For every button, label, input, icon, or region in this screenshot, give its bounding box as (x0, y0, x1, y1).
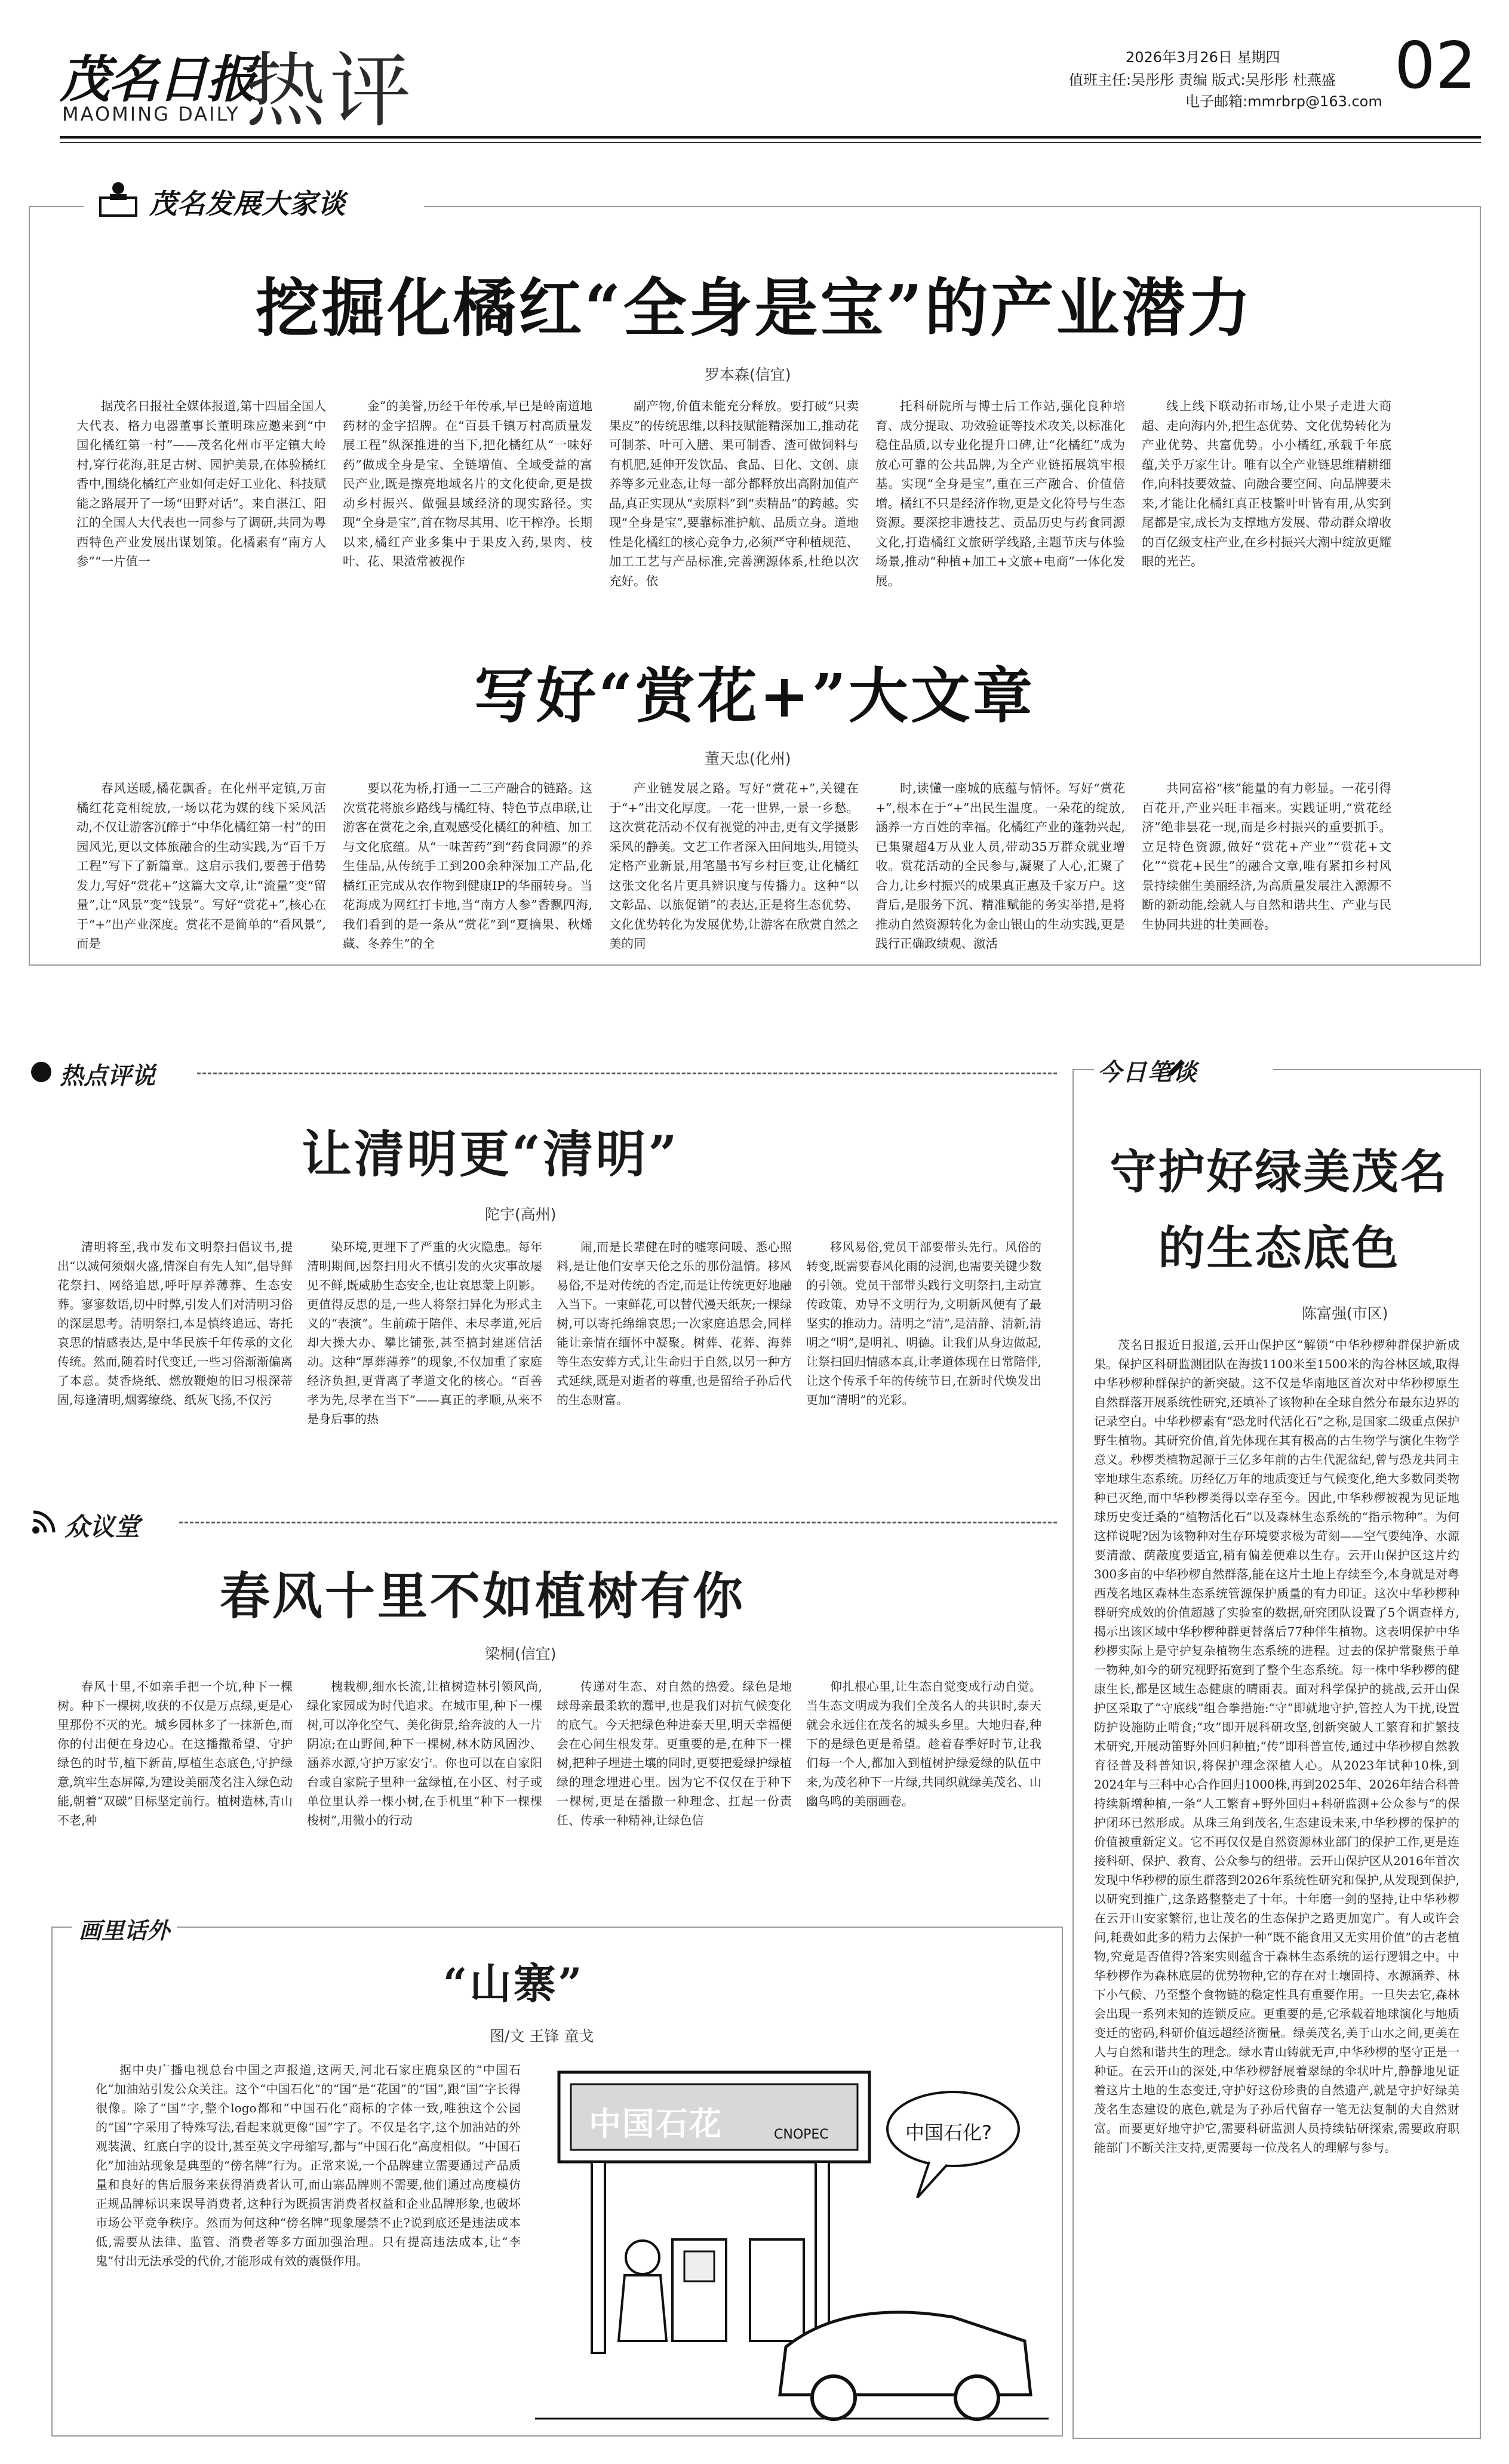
article5-col-2 (307, 1677, 542, 1883)
article1-paragraph: 副产物,价值未能充分释放。要打破“只卖果皮”的传统思维,以科技赋能精深加工,推动花可制茶、叶可入膳、果可制香、渣可做饲料与有机肥,延伸开发饮品、食品、日化、文创、康养等多元业态,让每一部分都释放出高附加值产品,真正实现从“卖原料”到“卖精品”的跨越。实现“全身是宝”,要靠标准护航、品质立身。道地性是化橘红的核心竞争力,必须严守种植规范、加工工艺与产品标准,完善溯源体系,杜绝以次充好。依 (609, 399, 859, 588)
article1-paragraph: 金”的美誉,历经千年传承,早已是岭南道地药材的金字招牌。在“百县千镇万村高质量发展工程”纵深推进的当下,把化橘红从“一味好药”做成全身是宝、全链增值、全域受益的富民产业,既是擦亮地域名片的文化使命,更是拔动乡村振兴、做强县域经济的现实路径。实现“全身是宝”,首在物尽其用、吃干榨净。长期以来,橘红产业多集中于果皮入药,果肉、枝叶、花、果渣常被视作 (343, 399, 592, 569)
article1-title: 挖掘化橘红“全身是宝”的产业潜力 (256, 271, 1253, 345)
article3-col-1 (57, 1237, 293, 1494)
article2-byline: 董天忠(化州) (705, 750, 791, 767)
article5-paragraph: 传递对生态、对自然的热爱。绿色是地球母亲最柔软的蠢甲,也是我们对抗气候变化的底气。今天把绿色种进泰天里,明天幸福便会在心间生根发芽。更重要的是,在种下一棵树,把种子埋进土壤的同时,更要把爱绿护绿植绿的理念埋进心里。因为它不仅仅在于种下一棵树,更是在播撒一种理念、扛起一份责任、传承一种精神,让绿色信 (557, 1679, 792, 1827)
article3-paragraph: 染环境,更埋下了严重的火灾隐患。每年清明期间,因祭扫用火不慎引发的火灾事故屡见不鲜,既威胁生态安全,也让哀思蒙上阴影。更值得反思的是,一些人将祭扫异化为形式主义的“表演”。生前疏于陪伴、未尽孝道,死后却大操大办、攀比铺张,甚至搞封建迷信活动。这种“厚葬薄养”的现象,不仅加重了家庭经济负担,更背离了孝道文化的核心。“百善孝为先,尽孝在当下”——真正的孝顺,从来不是身后事的热 (307, 1240, 542, 1426)
article1-col-4 (875, 397, 1125, 631)
article1-paragraph: 据茂名日报社全媒体报道,第十四届全国人大代表、格力电器董事长董明珠应邀来到“中国化橘红第一村”——茂名化州市平定镇大岭村,穿行花海,驻足古树、园护美景,在体验橘红香中,围绕化橘红产业如何走好工业化、科技赋能之路展开了一场“田野对话”。来自湛江、阳江的全国人大代表也一同参与了调研,共同为粤西特色产业发展出谋划策。化橘素有“南方人参”“一片值一 (76, 399, 326, 569)
page-number: 02 (1394, 29, 1477, 103)
article2-paragraph: 春风送暖,橘花飘香。在化州平定镇,万亩橘红花竞相绽放,一场以花为媒的线下采风活动,不仅让游客沉醉于“中华化橘红第一村”的田园风光,更以文体旅融合的生动实践,为“百千万工程”写下了新篇章。这启示我们,要善于借势发力,写好“赏花+”这篇大文章,让“流量”变“留量”,让“风景”变“钱景”。写好“赏花+”,核心在于“+”出产业深度。赏花不是简单的“看风景”,而是 (76, 781, 326, 951)
article3-title: 让清明更“清明” (302, 1125, 680, 1184)
hot-dash-rule (197, 1073, 1057, 1074)
article3-paragraph: 清明将至,我市发布文明祭扫倡议书,提出“以减何须烟火盛,情深自有先人知”,倡导鲜花祭扫、网络追思,呼吁厚养薄葬、生态安葬。寥寥数语,切中时弊,引发人们对清明习俗的深层思考。清明祭扫,本是慎终追远、寄托哀思的情感表达,是中华民族千年传承的文化传统。然而,随着时代变迁,一些习俗渐渐偏离了本意。焚香烧纸、燃放鞭炮的旧习根深蒂固,每逢清明,烟雾缭绕、纸灰飞扬,不仅污 (57, 1240, 293, 1407)
debate-dash-rule (179, 1522, 1057, 1523)
cartoon-speech-text: 中国石化? (905, 2121, 992, 2144)
today-label-text: 今日笔谈 (1098, 1059, 1198, 1086)
hot-label-text: 热点评说 (60, 1062, 155, 1090)
article2-col-2 (343, 779, 592, 952)
contact-email: 电子邮箱:mmrbrp@163.com (1185, 93, 1382, 110)
debate-label (31, 1505, 186, 1541)
cartoon-sign-text: 中国石花 (589, 2105, 723, 2143)
article5-title: 春风十里不如植树有你 (220, 1566, 746, 1626)
article2-paragraph: 共同富裕“核”能量的有力彰显。一花引得百花开,产业兴旺丰福来。实践证明,“赏花经济”绝非昙花一现,而是乡村振兴的重要抓手。立足特色资源,做好“赏花+产业”“赏花+文化”“赏花+民生”的融合文章,唯有紧扣乡村风景持续催生美丽经济,为高质量发展注入源源不断的新动能,绘就人与自然和谐共生、产业与民生协同共进的壮美画卷。 (1142, 781, 1391, 932)
masthead (0, 0, 1509, 173)
article2-col-1 (76, 779, 326, 952)
article1-col-1 (76, 397, 326, 631)
paper-logo-en: MAOMING DAILY (62, 103, 240, 125)
article6-title: “山寨” (443, 1959, 585, 2008)
masthead-rule (60, 136, 1481, 139)
article1-col-5 (1142, 397, 1391, 631)
paper-logo: 茂名日报 (60, 50, 256, 109)
podium-icon (90, 180, 147, 220)
article2-paragraph: 产业链发展之路。写好“赏花+”,关键在于“+”出文化厚度。一花一世界,一景一乡愁。这次赏花活动不仅有视觉的冲击,更有文学摄影采风的静美。文艺工作者深入田间地头,用镜头定格产业新景,用笔墨书写乡村巨变,让化橘红这张文化名片更具辨识度与传播力。这种“以文彰品、以旅促销”的表达,正是将生态优势、文化优势转化为发展优势,让游客在欣赏自然之美的同 (609, 781, 859, 951)
article2-col-4 (875, 779, 1125, 952)
article1-paragraph: 托科研院所与博士后工作站,强化良种培育、成分提取、功效验证等技术攻关,以标准化稳住品质,以专业化提升口碑,让“化橘红”成为放心可靠的公共品牌,为全产业链拓展筑牢根基。实现“全身是宝”,重在三产融合、价值倍增。橘红不只是经济作物,更是文化符号与生态资源。要深挖非遗技艺、贡品历史与药食同源文化,打造橘红文旅研学线路,主题节庆与体验场景,推动“种植+加工+文旅+电商”一体化发展。 (875, 399, 1125, 588)
article3-col-2 (307, 1237, 542, 1494)
article1-paragraph: 线上线下联动拓市场,让小果子走进大商超、走向海内外,把生态优势、文化优势转化为产业优势、共富优势。小小橘红,承载千年底蕴,关乎万家生计。唯有以全产业链思维精耕细作,向科技要效益、向融合要空间、向品牌要未来,才能让化橘红真正枝繁叶叶皆有用,从实到尾都是宝,成长为支撑地方发展、带动群众增收的百亿级支柱产业,在乡村振兴大潮中绽放更耀眼的光芒。 (1142, 399, 1391, 569)
article5-col-1 (57, 1677, 293, 1883)
article5-col-4 (806, 1677, 1041, 1883)
broadcast-icon (31, 1508, 57, 1537)
article4-title-line1: 守护好绿美茂名 (1110, 1145, 1449, 1199)
article6-col-1 (96, 2060, 521, 2425)
article5-paragraph: 春风十里,不如亲手把一个坑,种下一棵树。种下一棵树,收获的不仅是万点绿,更是心里那份不灭的光。城乡园林多了一抹新色,而你的付出便在身边心。在这播撒希望、守护绿色的时节,植下新苗,厚植生态底色,守护绿意,筑牢生态屏障,为建设美丽茂名注入绿色动能,朝着“双碳”目标坚定前行。植树造林,青山不老,种 (57, 1679, 293, 1827)
article4-title-line2: 的生态底色 (1158, 1221, 1400, 1276)
bullet-dot-icon (31, 1062, 51, 1082)
article3-paragraph: 闹,而是长辈健在时的嘘寒问暖、悉心照料,是让他们安享天伦之乐的那份温情。移风易俗,不是对传统的否定,而是让传统更好地融入当下。一束鲜花,可以替代漫天纸灰;一棵绿树,可以寄托绵绵哀思;一次家庭追思会,同样能让亲情在缅怀中凝聚。树葬、花葬、海葬等生态安葬方式,让生命归于自然,以另一种方式延续,既是对逝者的尊重,也是留给子孙后代的生态财富。 (557, 1240, 792, 1407)
article3-byline: 陀宇(高州) (485, 1206, 557, 1223)
article4-paragraph: 茂名日报近日报道,云开山保护区“解锁”中华秒椤种群保护新成果。保护区科研监测团队在海拔1100米至1500米的沟谷林区域,取得中华秒椤种群保护的新突破。这不仅是华南地区首次对中华秒椤原生自然群落开展系统性研究,还填补了该物种在全球自然分布最东边界的记录空白。中华秒椤素有“恐龙时代活化石”之称,是国家二级重点保护野生植物。其研究价值,首先体现在其有极高的古生物学与演化生物学意义。秒椤类植物起源于三亿多年前的古生代泥盆纪,曾与恐龙共同主宰地球生态系统。历经亿万年的地质变迁与气候变化,绝大多数同类物种已灭绝,而中华秒椤类得以幸存至今。因此,中华秒椤被视为见证地球历史变迁桑的“植物活化石”以及森林生态系统的“指示物种”。为何这样说呢?因为该物种对生存环境要求极为苛刻——空气要纯净、水源要清澈、荫蔽度要适宜,稍有偏差便难以生存。云开山保护区这片约300多亩的中华秒椤自然群落,能在这片土地上存续至今,本身就是对粤西茂名地区森林生态系统管源保护质量的有力印证。这次中华秒椤种群研究成效的价值超越了实验室的数据,研究团队设置了5个调查样方,揭示出该区域中华秒椤种群更替落后77种伴生植物。这表明保护中华秒椤实际上是守护复杂植物生态系统的进程。过去的保护常聚焦于单一物种,如今的研究视野拓宽到了整个生态系统。每一株中华秒椤的健康生长,都是区域生态健康的晴雨表。面对科学保护的挑战,云开山保护区采取了“守底线”组合拳措施:“守”即就地守护,管控人为干扰,设置防护设施防止啃食;“攻”即开展科研攻坚,创新突破人工繁育和扩繁技术研究,开展动笛野外回归种植;“传”即科普宣传,通过中华秒椤自然教育径普及科普知识,将保护理念深植人心。从2023年试种10株,到2024年与三科中心合作回归1000株,再到2025年、2026年结合科普持续新增种植,一条“人工繁育+野外回归+科研监测+公众参与”的保护闭环已然形成。从珠三角到茂名,生态建设未来,中华秒椤的保护的价值被重新定义。它不再仅仅是自然资源林业部门的保护工作,更是连接科研、保护、教育、公众参与的纽带。云开山保护区从2016年首次发现中华秒椤的原生群落到2026年系统性研究和保护,从发现到保护,以研究到推广,这条路整整走了十年。十年磨一剑的坚持,让中华秒椤在云开山安家繁衍,也让茂名的生态保护之路更加宽广。有人或许会问,耗费如此多的精力去保护一种“既不能食用又无实用价值”的古老植物,究竟是否值得?答案实则蕴含于森林生态系统的运行逻辑之中。中华秒椤作为森林底层的优势物种,它的存在对土壤固持、水源涵养、林下小气候、乃至整个食物链的稳定性具有重要作用。一旦失去它,森林会出现一系列未知的连锁反应。更重要的是,它承载着地球演化与地质变迁的密码,科研价值远超经济衡量。绿美茂名,美于山水之间,更美在人与自然和谐共生的理念。绿水青山铸就无声,中华秒椤的坚守正是一种证。在云开山的深处,中华秒椤舒展着翠绿的伞状叶片,静静地见证着这片土地的生态变迁,守护好这份珍贵的自然遗产,就是守护好绿美茂名生态建设的底色,就是为子孙后代留存一笔无法复制的大自然财富。而要更好地守护它,需要科研监测人员持续钻研探索,需要政府职能部门不断关注支持,更需要每一位茂名人的理解与参与。 (1094, 1338, 1459, 2155)
article6-paragraph: 据中央广播电视总台中国之声报道,这两天,河北石家庄鹿泉区的“中国石化”加油站引发公众关注。这个“中国石化”的“国”是“花国”的“国”,跟“国”字长得很像。除了“国”字,整个logo都和“中国石化”商标的字体一致,唯独这个公园的“国”字采用了特殊写法,看起来就更像“国”字了。不仅是名字,这个加油站的外观装潢、红底白字的设计,甚至英文字母缩写,都与“中国石化”高度相似。“中国石化”加油站现象是典型的“傍名牌”行为。正常来说,一个品牌建立需要通过产品质量和良好的售后服务来获得消费者认可,而山寨品牌则不需要,他们通过高度模仿正规品牌标识来误导消费者,这种行为既损害消费者权益和企业品牌形象,也破坏市场公平竞争秩序。然而为何这种“傍名牌”现象屡禁不止?说到底还是违法成本低,需要从法律、监管、消费者等多方面加强治理。只有提高违法成本,让“李鬼”付出无法承受的代价,才能形成有效的震慑作用。 (96, 2063, 521, 2268)
debate-label-text: 众议堂 (64, 1512, 140, 1541)
article4-col-1 (1094, 1335, 1459, 2428)
article2-title: 写好“赏花+”大文章 (474, 660, 1035, 731)
hot-label (31, 1056, 210, 1089)
section-title: 热评 (245, 44, 414, 139)
cartoon-label: 画里话外 (72, 1912, 177, 1945)
article4-byline: 陈富强(市区) (1302, 1305, 1388, 1322)
article5-byline: 梁桐(信宜) (485, 1645, 557, 1663)
today-label (1094, 1046, 1273, 1088)
article5-paragraph: 槐栽柳,细水长流,让植树造林引领风尚,绿化家园成为时代追求。在城市里,种下一棵树,可以净化空气、美化街景,给奔波的人一片阴凉;在山野间,种下一棵树,林木防风固沙、涵养水源,守护万家安宁。你也可以在自家阳台或自家院子里种一盆绿植,在小区、村子或单位里认养一棵小树,在手机里“种下一棵棵梭树”,用微小的行动 (307, 1679, 542, 1827)
masthead-rule-thin (60, 142, 1481, 143)
article1-col-2 (343, 397, 592, 631)
article2-paragraph: 时,读懂一座城的底蕴与情怀。写好“赏花+”,根本在于“+”出民生温度。一朵花的绽放,涵养一方百姓的幸福。化橘红产业的蓬勃兴起,已集聚超4万从业人员,带动35万群众就业增收。赏花活动的全民参与,凝聚了人心,汇聚了合力,让乡村振兴的成果真正惠及千家万户。这背后,是服务下沉、精准赋能的务实举措,是将推动自然资源转化为金山银山的生动实践,更是践行正确政绩观、激活 (875, 781, 1125, 951)
article1-byline: 罗本森(信宜) (705, 366, 791, 383)
article3-col-4 (806, 1237, 1041, 1494)
article3-col-3 (557, 1237, 792, 1494)
article2-col-5 (1142, 779, 1391, 952)
article5-col-3 (557, 1677, 792, 1883)
column-tag (84, 176, 424, 219)
page-editors: 值班主任:吴彤彤 责编 版式:吴彤彤 杜燕盛 (1069, 72, 1336, 88)
column-tag-text: 茂名发展大家谈 (149, 188, 346, 220)
article6-byline: 图/文 王锋 童戈 (490, 2027, 594, 2045)
cartoon-sign-en: CNOPEC (774, 2127, 829, 2142)
article3-paragraph: 移风易俗,党员干部要带头先行。风俗的转变,既需要春风化雨的浸润,也需要关键少数的引领。党员干部带头践行文明祭扫,主动宣传政策、劝导不文明行为,文明新风便有了最坚实的推动力。清明之“清”,是清静、清新,清明之“明”,是明礼、明德。让我们从身边做起,让祭扫回归情感本真,让孝道体现在日常陪伴,让这个传承千年的传统节日,在新时代焕发出更加“清明”的光彩。 (806, 1240, 1041, 1407)
cartoon-illustration (535, 2060, 1049, 2425)
article1-col-3 (609, 397, 859, 631)
article2-paragraph: 要以花为桥,打通一二三产融合的链路。这次赏花将旅乡路线与橘红特、特色节点串联,让游客在赏花之余,直观感受化橘红的种植、加工与文化底蕴。从“一味苦药”到“药食同源”的养生佳品,从传统手工到200余种深加工产品,化橘红正完成从农作物到健康IP的华丽转身。当花海成为网红打卡地,当“南方人参”香飘四海,我们看到的是一条从“赏花”到“夏摘果、秋烯藏、冬养生”的全 (343, 781, 592, 951)
article5-paragraph: 仰扎根心里,让生态自觉变成行动自觉。当生态文明成为我们全茂名人的共识时,泰天就会永远住在茂名的城头乡里。大地归春,种下的是绿色更是希望。趁着春季好时节,让我们每一个人,都加入到植树护绿爱绿的队伍中来,为茂名种下一片绿,共同织就绿美茂名、山幽鸟鸣的美丽画卷。 (806, 1679, 1041, 1808)
article2-col-3 (609, 779, 859, 952)
issue-date: 2026年3月26日 星期四 (1126, 49, 1280, 66)
